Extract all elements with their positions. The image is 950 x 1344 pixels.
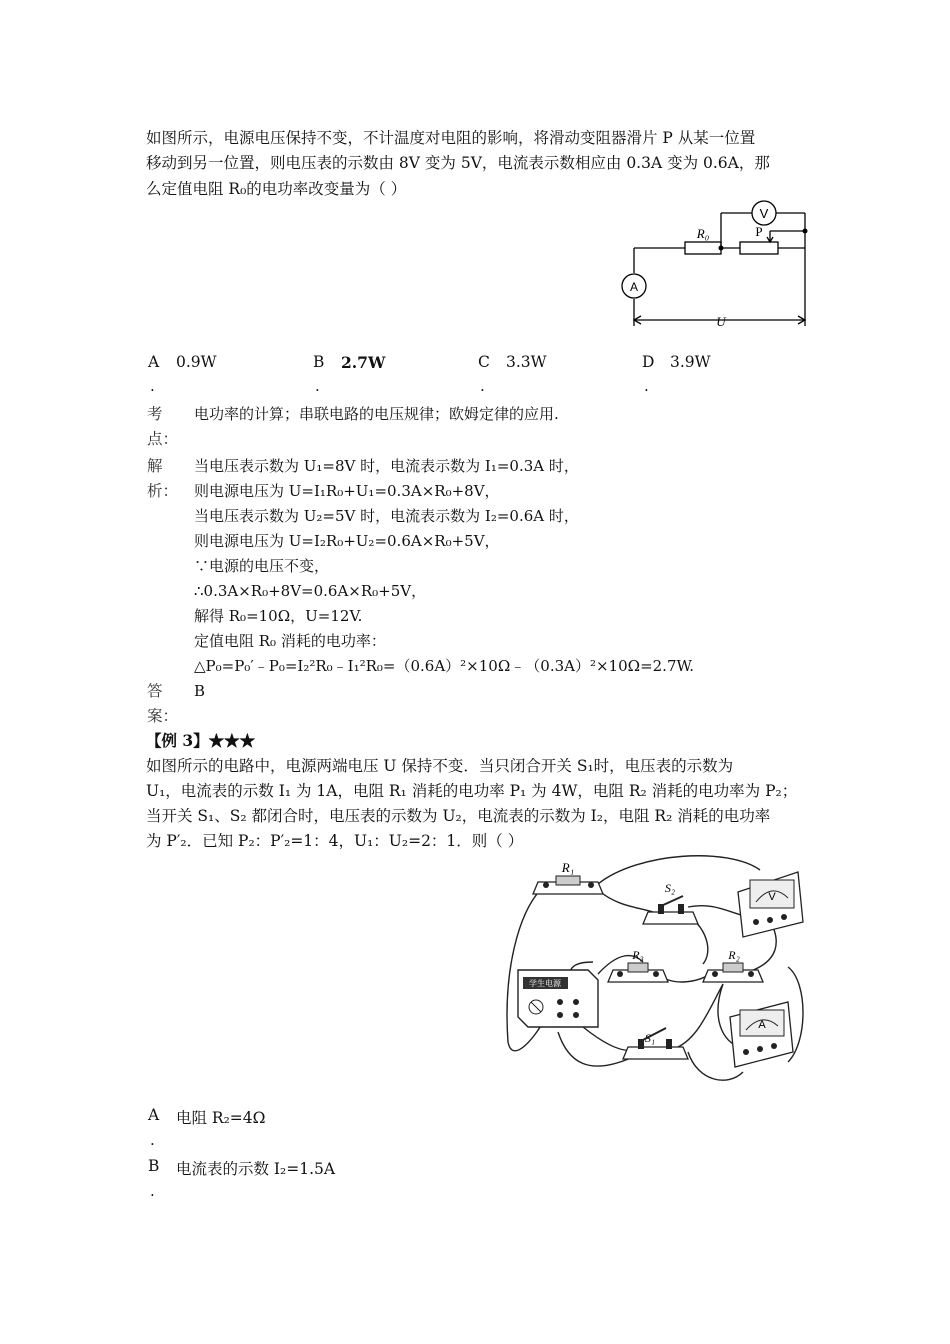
jiexi-line: 定值电阻 R₀ 消耗的电功率： (194, 632, 386, 650)
r0-label: R₀ (696, 226, 710, 241)
option-dot: . (480, 377, 485, 395)
slider-p-label: P (755, 224, 763, 239)
option-text: 3.9W (670, 353, 711, 371)
option-letter: B (148, 1157, 160, 1175)
jiexi-line: △P₀=P₀′﹣P₀=I₂²R₀﹣I₁²R₀=（0.6A）²×10Ω﹣（0.3A）²×10Ω=2.7W. (194, 657, 695, 675)
svg-text:V: V (768, 891, 776, 903)
svg-text:S₁: S₁ (644, 1031, 656, 1045)
option-letter: A (148, 1106, 160, 1124)
jiexi-line: 当电压表示数为 U₂=5V 时，电流表示数为 I₂=0.6A 时， (194, 507, 579, 525)
option-letter: B (313, 353, 325, 371)
q2-stem-line-1: 如图所示的电路中，电源两端电压 U 保持不变．当只闭合开关 S₁时，电压表的示数为 (146, 757, 734, 775)
svg-text:学生电源: 学生电源 (529, 979, 561, 988)
q1-stem-line-1: 如图所示，电源电压保持不变，不计温度对电阻的影响，将滑动变阻器滑片 P 从某一位置 (146, 129, 756, 147)
q2-stem-line-3: 当开关 S₁、S₂ 都闭合时，电压表的示数为 U₂，电流表的示数为 I₂，电阻 R₂ 消耗的电功率 (146, 807, 771, 825)
voltmeter-label: V (759, 206, 769, 221)
q1-circuit-diagram (615, 198, 815, 333)
jiexi-line: 当电压表示数为 U₁=8V 时，电流表示数为 I₁=0.3A 时， (194, 457, 579, 475)
jiexi-line: ∵电源的电压不变， (194, 557, 330, 575)
s2-switch (643, 881, 698, 924)
q1-stem-line-3: 么定值电阻 R₀的电功率改变量为（ ） (146, 180, 407, 198)
jiexi-label-1: 解 (147, 457, 163, 475)
q1-stem-line-2: 移动到另一位置，则电压表的示数由 8V 变为 5V，电流表示数相应由 0.3A 变为 0.6A，那 (146, 154, 770, 172)
daan-label-1: 答 (147, 682, 163, 700)
option-dot: . (644, 377, 649, 395)
svg-text:R₁: R₁ (561, 860, 575, 875)
example-3-header: 【例 3】★★★ (146, 731, 256, 750)
power-supply (518, 970, 598, 1027)
ammeter-device (730, 1002, 793, 1067)
option-text: 3.3W (506, 353, 547, 371)
answer-text: B (194, 682, 206, 700)
option-text: 2.7W (341, 353, 386, 372)
option-dot: . (315, 377, 320, 395)
option-text: 电阻 R₂=4Ω (176, 1109, 266, 1127)
r1-resistor (533, 860, 603, 894)
ammeter-label: A (629, 280, 639, 294)
option-dot: . (150, 1182, 155, 1200)
s1-switch (623, 1028, 688, 1059)
jiexi-line: ∴0.3A×R₀+8V=0.6A×R₀+5V， (194, 582, 427, 600)
option-letter: D (642, 353, 655, 371)
option-text: 0.9W (176, 353, 217, 371)
voltage-u-label: U (716, 314, 726, 329)
option-letter: A (148, 353, 160, 371)
jiexi-line: 解得 R₀=10Ω，U=12V. (194, 607, 363, 625)
r3-resistor (608, 948, 668, 982)
svg-text:S₂: S₂ (664, 881, 676, 895)
r2-resistor (703, 948, 763, 982)
daan-label-2: 案： (147, 707, 179, 725)
svg-text:R₂: R₂ (728, 948, 740, 962)
kaodian-label-1: 考 (147, 405, 163, 423)
q2-stem-line-4: 为 P′₂．已知 P₂：P′₂=1：4，U₁：U₂=2：1．则（ ） (146, 832, 524, 850)
jiexi-line: 则电源电压为 U=I₂R₀+U₂=0.6A×R₀+5V， (194, 532, 500, 550)
option-dot: . (150, 377, 155, 395)
voltmeter-device (738, 872, 803, 937)
option-text: 电流表的示数 I₂=1.5A (176, 1160, 336, 1178)
option-letter: C (478, 353, 490, 371)
q2-circuit-figure (498, 852, 813, 1097)
jiexi-line: 则电源电压为 U=I₁R₀+U₁=0.3A×R₀+8V， (194, 482, 500, 500)
jiexi-label-2: 析： (147, 482, 179, 500)
svg-text:A: A (758, 1019, 766, 1031)
kaodian-label-2: 点： (147, 430, 179, 448)
q2-stem-line-2: U₁，电流表的示数 I₁ 为 1A，电阻 R₁ 消耗的电功率 P₁ 为 4W，电阻 R₂ 消耗的电功率为 P₂； (146, 782, 798, 800)
option-dot: . (150, 1131, 155, 1149)
kaodian-text: 电功率的计算；串联电路的电压规律；欧姆定律的应用. (194, 405, 559, 423)
svg-text:R₃: R₃ (632, 948, 644, 962)
